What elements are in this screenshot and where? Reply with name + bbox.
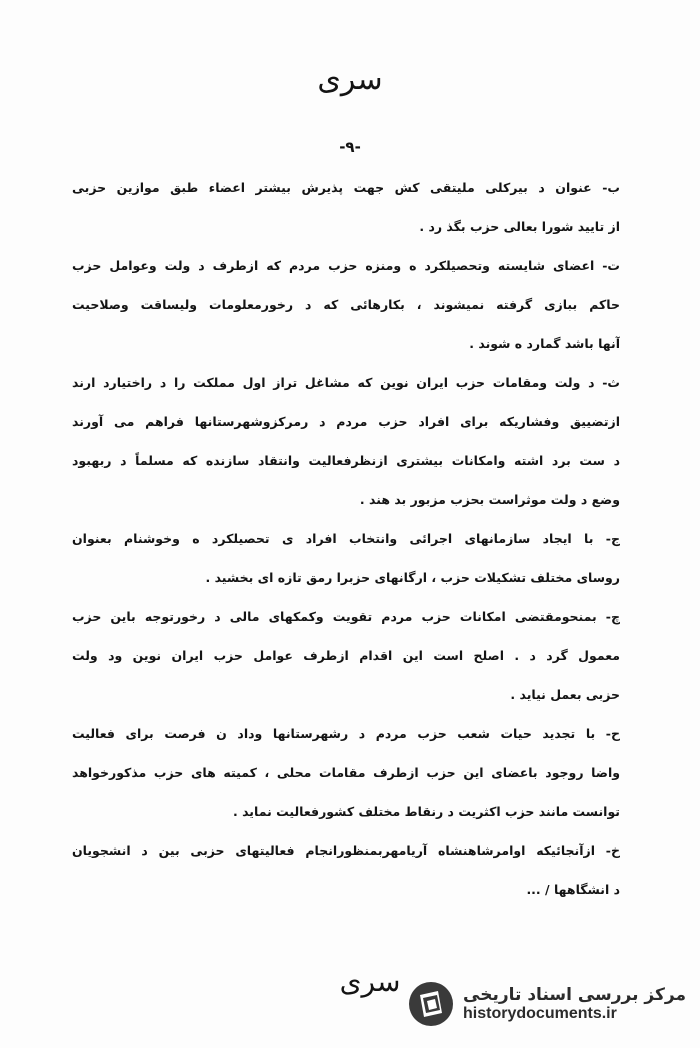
watermark-title: مرکز بررسی اسناد تاریخی [463,985,686,1005]
paragraph-ch [72,607,620,705]
text-line: خ- ازآنجائیکه اوامرشاهنشاه آریامهربمنظورانجام فعالیتهای حزبی بین د انشجویان [72,843,620,858]
text-line: د انشگاهها / ... [526,882,620,897]
text-line: آنها باشد گمارد ه شوند . [469,336,620,351]
text-line: حاکم ببازی گرفته نمیشوند ، بکارهائی که د رخورمعلومات ولیساقت وصلاحیت [72,297,620,312]
text-line: ازتضییق وفشاریکه برای افراد حزب مردم د رمرکزوشهرستانها فراهم می آورند [72,414,620,429]
archive-watermark [407,980,686,1028]
paragraph-kh [72,841,620,900]
classification-footer: سرى [339,965,401,998]
paragraph-s [72,373,620,510]
document-body [72,178,620,919]
watermark-url: historydocuments.ir [463,1005,617,1022]
classification-header: سرى [317,62,383,97]
text-line: ج- با ایجاد سازمانهای اجرائی وانتخاب افراد ی تحصیلکرد ه وخوشنام بعنوان [72,531,620,546]
text-line: روسای مختلف تشکیلات حزب ، ارگانهای حزبرا رمق تازه ای بخشید . [205,570,620,585]
paragraph-b [72,178,620,237]
watermark-text [463,985,686,1023]
text-line: چ- بمنحومقتضی امکانات حزب مردم تقویت وکمکهای مالی د رخورتوجه باین حزب [72,609,620,624]
text-line: ث- د ولت ومقامات حزب ایران نوین که مشاغل تراز اول مملکت را د راختیارد ارند [72,375,620,390]
text-line: حزبی بعمل نیاید . [510,687,620,702]
archive-logo-icon [407,980,455,1028]
text-line: ت- اعضای شایسته وتحصیلکرد ه ومنزه حزب مردم که ازطرف د ولت وعوامل حزب [72,258,620,273]
text-line: از تایید شورا بعالی حزب بگذ رد . [419,219,620,234]
text-line: معمول گرد د . اصلح است این اقدام ازطرف عوامل حزب ایران نوین ود ولت [72,648,620,663]
text-line: واضا روجود باعضای این حزب ازطرف مقامات محلی ، کمیته های حزب مذکورخواهد [72,765,620,780]
text-line: توانست مانند حزب اکثریت د رنقاط مختلف کشورفعالیت نماید . [232,804,620,819]
text-line: ح- با تجدید حیات شعب حزب مردم د رشهرستانها وداد ن فرصت برای فعالیت [72,726,620,741]
page-number: -۹- [339,138,361,156]
text-line: وضع د ولت موثراست بحزب مزبور بد هند . [359,492,620,507]
text-line: ب- عنوان د بیرکلی ملیتقی کش جهت پذیرش بیشتر اعضاء طبق موازین حزبی [72,180,620,195]
paragraph-h [72,724,620,822]
paragraph-j [72,529,620,588]
text-line: د ست برد اشته وامکانات بیشتری ازنظرفعالیت وانتقاد سازنده که مسلماً د ربهبود [72,453,620,468]
paragraph-t [72,256,620,354]
